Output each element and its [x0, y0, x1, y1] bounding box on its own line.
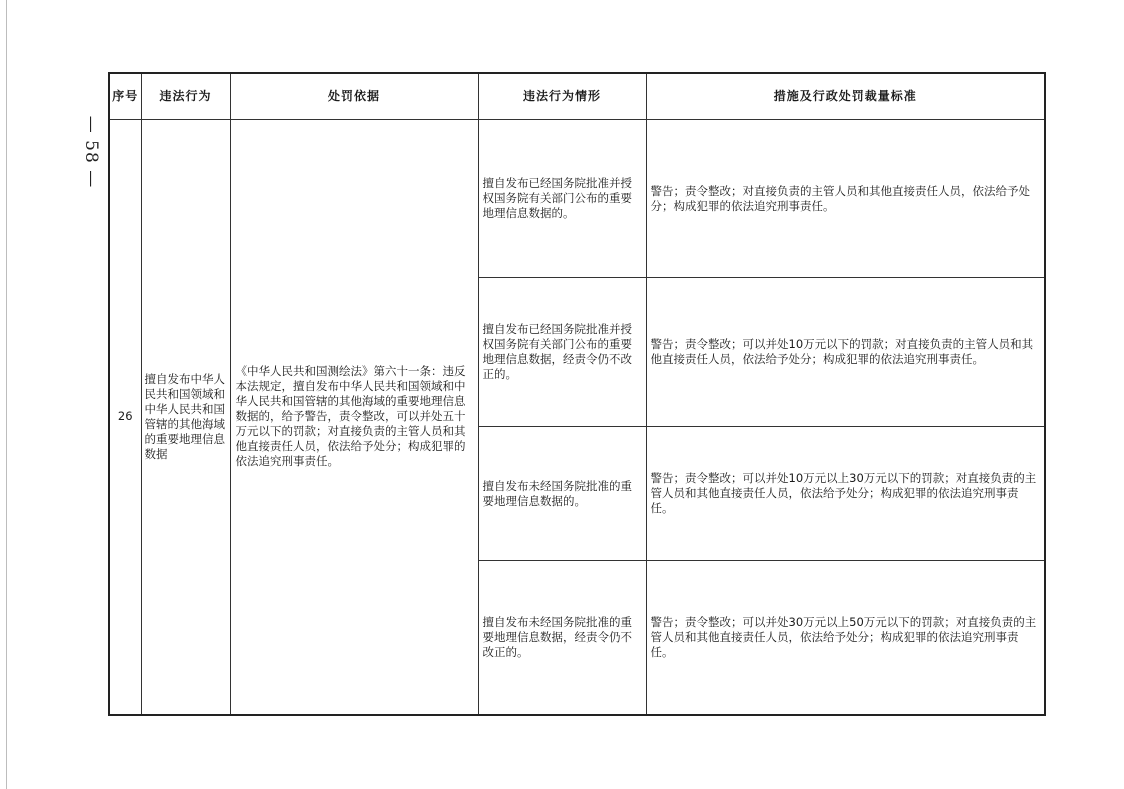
cell-situation-1: 擅自发布已经国务院批准并授权国务院有关部门公布的重要地理信息数据的。	[478, 120, 646, 278]
header-basis: 处罚依据	[230, 73, 478, 120]
page-edge-line	[6, 0, 7, 789]
header-seq: 序号	[109, 73, 141, 120]
cell-standard-1: 警告；责令整改；对直接负责的主管人员和其他直接责任人员，依法给予处分；构成犯罪的依法追究刑事责任。	[646, 120, 1045, 278]
cell-standard-3: 警告；责令整改；可以并处10万元以上30万元以下的罚款；对直接负责的主管人员和其他直接责任人员，依法给予处分；构成犯罪的依法追究刑事责任。	[646, 427, 1045, 561]
cell-situation-2: 擅自发布已经国务院批准并授权国务院有关部门公布的重要地理信息数据，经责令仍不改正的。	[478, 278, 646, 427]
cell-standard-2: 警告；责令整改；可以并处10万元以下的罚款；对直接负责的主管人员和其他直接责任人员，依法给予处分；构成犯罪的依法追究刑事责任。	[646, 278, 1045, 427]
header-situation: 违法行为情形	[478, 73, 646, 120]
cell-situation-4: 擅自发布未经国务院批准的重要地理信息数据，经责令仍不改正的。	[478, 561, 646, 715]
header-behavior: 违法行为	[141, 73, 230, 120]
table-row	[109, 120, 1045, 278]
table-header-row	[109, 73, 1045, 120]
header-standard: 措施及行政处罚裁量标准	[646, 73, 1045, 120]
page-number	[76, 112, 106, 192]
cell-situation-3: 擅自发布未经国务院批准的重要地理信息数据的。	[478, 427, 646, 561]
penalty-standard-table	[108, 72, 1046, 716]
cell-behavior: 擅自发布中华人民共和国领域和中华人民共和国管辖的其他海域的重要地理信息数据	[141, 120, 230, 715]
cell-standard-4: 警告；责令整改；可以并处30万元以上50万元以下的罚款；对直接负责的主管人员和其他直接责任人员，依法给予处分；构成犯罪的依法追究刑事责任。	[646, 561, 1045, 715]
cell-basis: 《中华人民共和国测绘法》第六十一条：违反本法规定，擅自发布中华人民共和国领域和中华人民共和国管辖的其他海域的重要地理信息数据的，给予警告，责令整改，可以并处五十万元以下的罚款；对直接负责的主管人员和其他直接责任人员，依法给予处分；构成犯罪的依法追究刑事责任。	[230, 120, 478, 715]
cell-seq: 26	[109, 120, 141, 715]
page-number-text: — 58 —	[81, 115, 102, 189]
